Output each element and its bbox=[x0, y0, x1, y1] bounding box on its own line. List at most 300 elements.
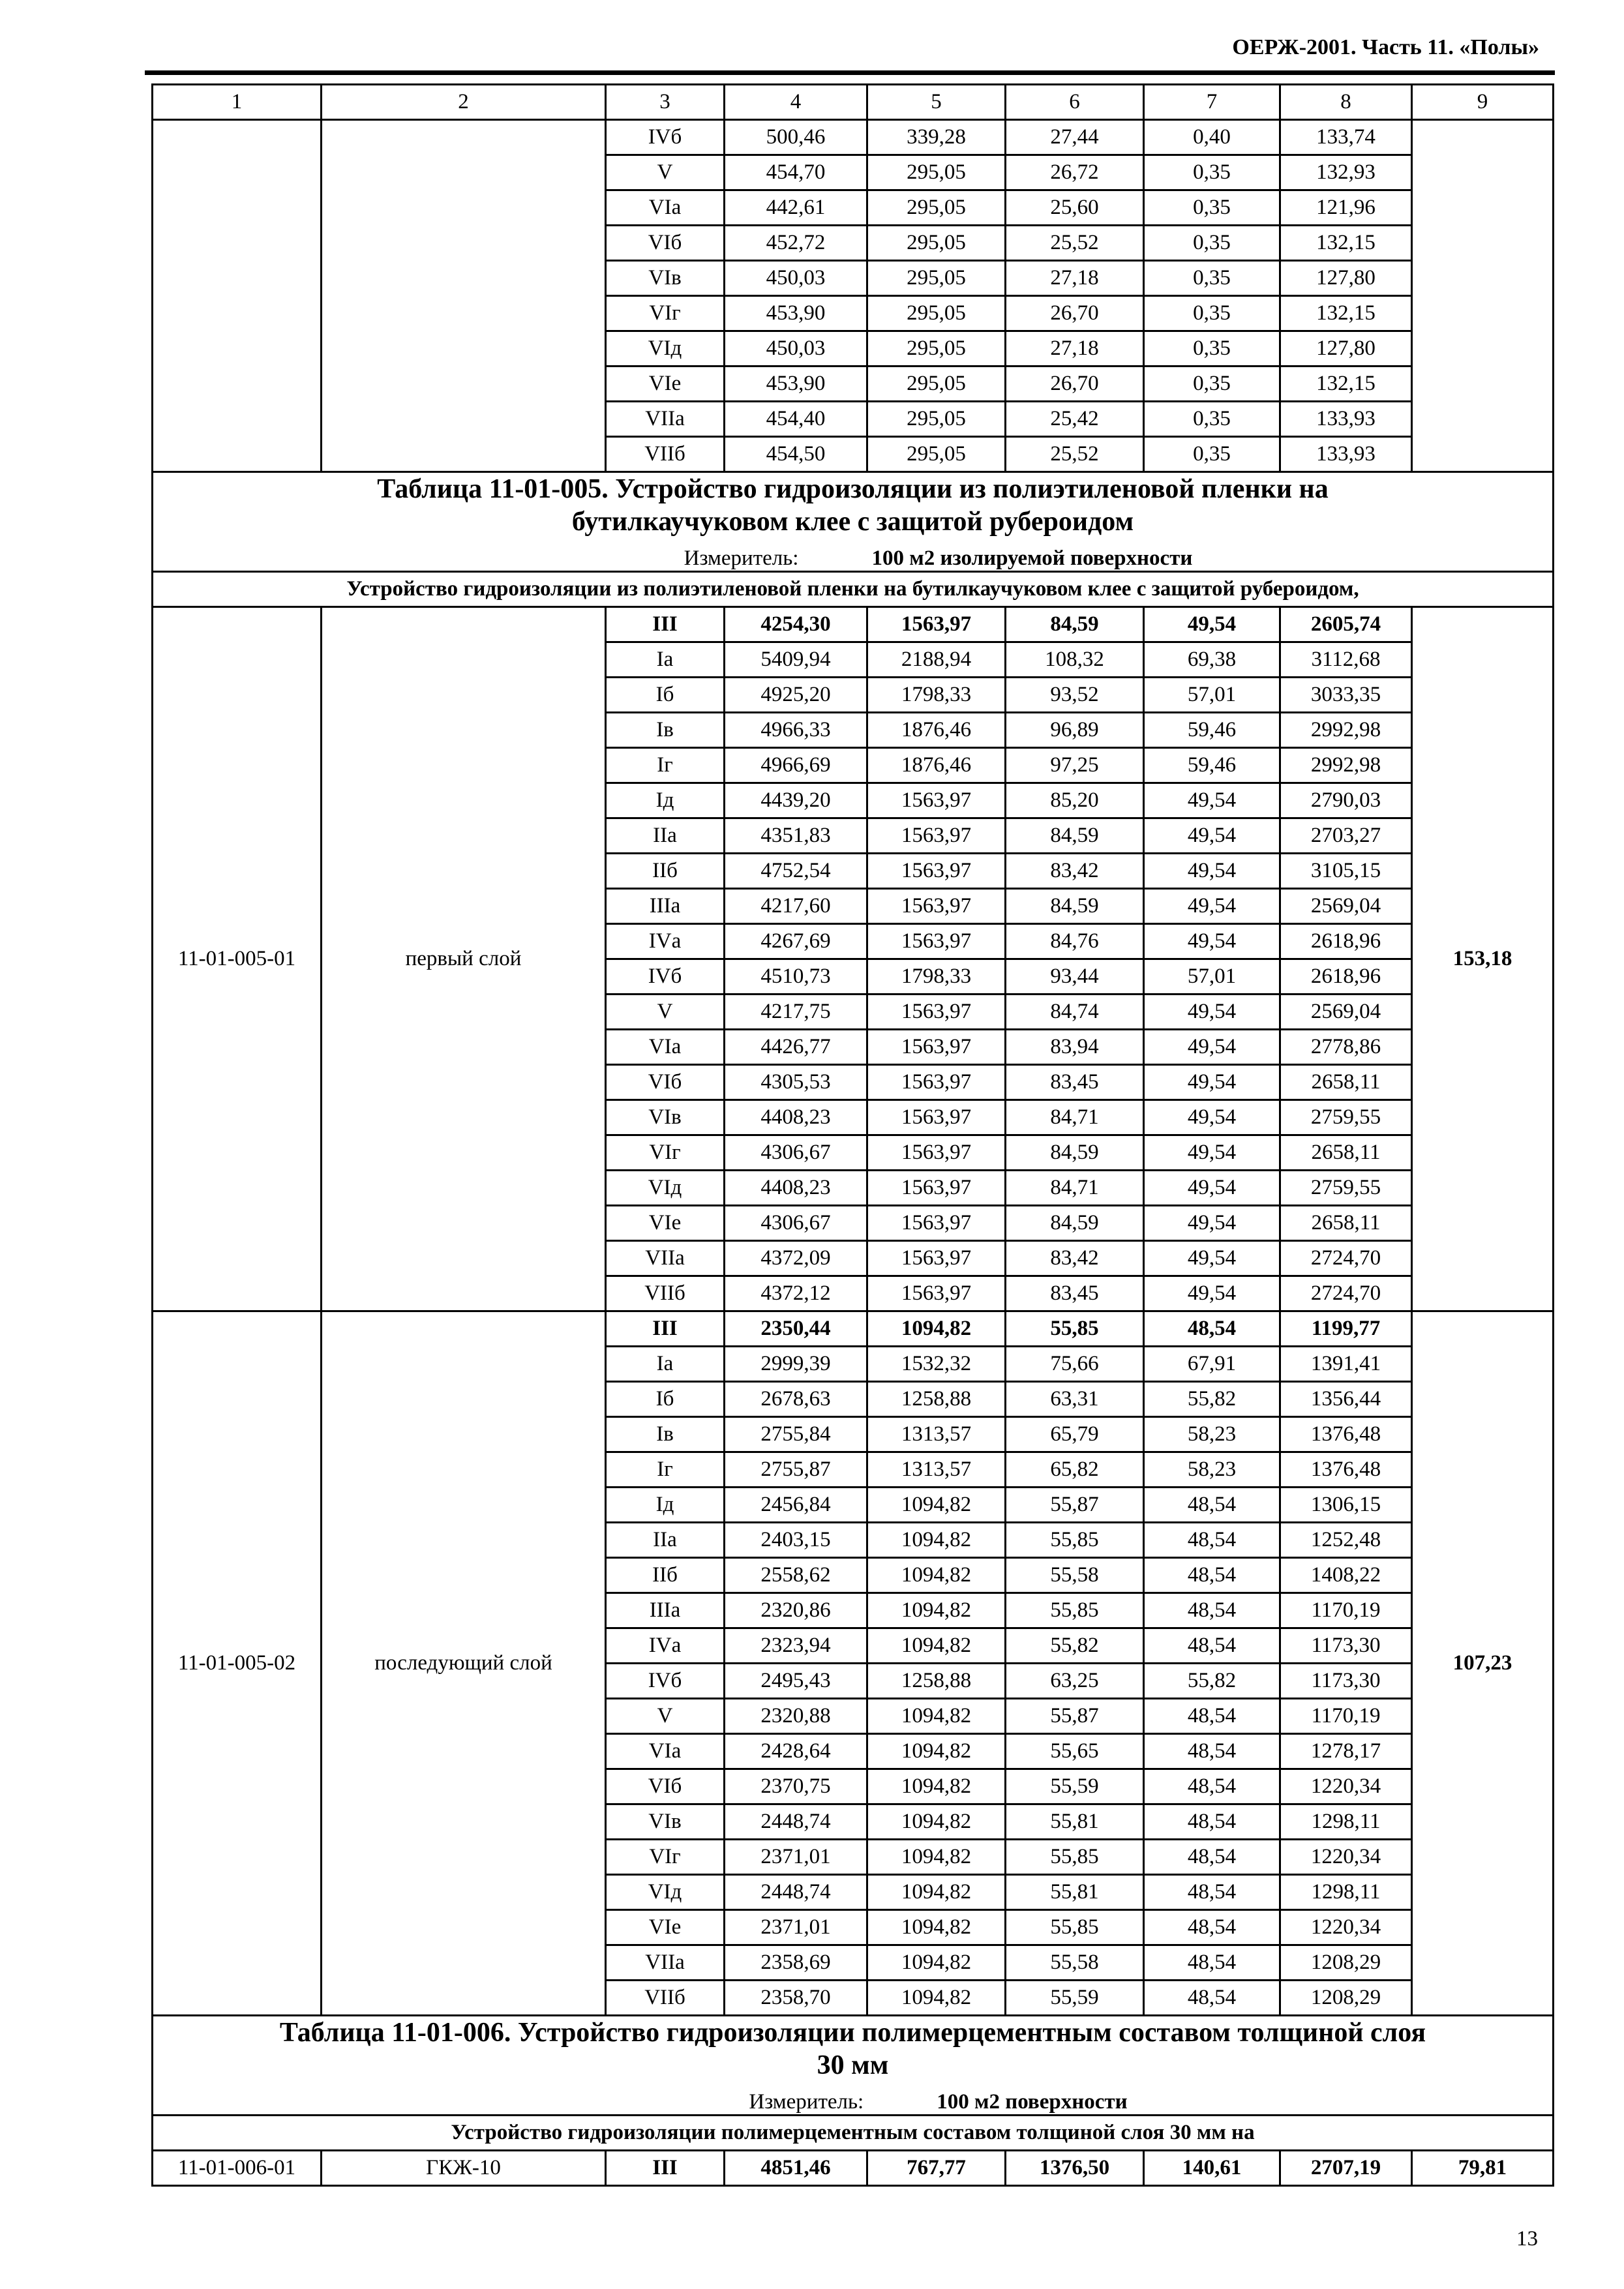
value-cell: 5409,94 bbox=[725, 642, 867, 677]
value-cell: 2618,96 bbox=[1280, 959, 1412, 994]
value-cell: 49,54 bbox=[1144, 1135, 1280, 1170]
value-cell: 108,32 bbox=[1006, 642, 1144, 677]
zone-cell: IIа bbox=[606, 818, 725, 853]
value-cell: 4306,67 bbox=[725, 1135, 867, 1170]
value-cell: 55,81 bbox=[1006, 1804, 1144, 1839]
zone-cell: IIб bbox=[606, 853, 725, 888]
value-cell: 2350,44 bbox=[725, 1311, 867, 1346]
column-header-cell: 5 bbox=[867, 85, 1006, 120]
zone-cell: IIIа bbox=[606, 888, 725, 923]
value-cell: 84,59 bbox=[1006, 888, 1144, 923]
value-cell: 450,03 bbox=[725, 261, 867, 296]
value-cell: 2448,74 bbox=[725, 1874, 867, 1909]
value-cell: 1094,82 bbox=[867, 1980, 1006, 2015]
value-cell: 84,71 bbox=[1006, 1100, 1144, 1135]
value-cell: 1563,97 bbox=[867, 1205, 1006, 1240]
zone-cell: VIд bbox=[606, 1170, 725, 1205]
value-cell: 2678,63 bbox=[725, 1381, 867, 1416]
value-cell: 55,58 bbox=[1006, 1557, 1144, 1593]
value-cell: 83,45 bbox=[1006, 1064, 1144, 1100]
column-header-cell: 4 bbox=[725, 85, 867, 120]
zone-cell: III bbox=[606, 606, 725, 642]
measure-line bbox=[157, 546, 1548, 571]
value-cell: 2999,39 bbox=[725, 1346, 867, 1381]
norm-code-cell: 11-01-006-01 bbox=[153, 2150, 322, 2185]
value-cell: 49,54 bbox=[1144, 1100, 1280, 1135]
zone-cell: VIIб bbox=[606, 1980, 725, 2015]
zone-cell: Iг bbox=[606, 747, 725, 783]
section-title bbox=[157, 473, 1548, 539]
value-cell: 1094,82 bbox=[867, 1557, 1006, 1593]
zone-cell: IVб bbox=[606, 120, 725, 155]
column-header-row bbox=[153, 85, 1554, 120]
value-cell: 1199,77 bbox=[1280, 1311, 1412, 1346]
value-cell: 295,05 bbox=[867, 331, 1006, 367]
value-cell: 132,15 bbox=[1280, 296, 1412, 331]
norm-name-cell: ГКЖ-10 bbox=[322, 2150, 606, 2185]
section-title-row bbox=[153, 472, 1554, 572]
value-cell: 1094,82 bbox=[867, 1698, 1006, 1733]
section-title-line: бутилкаучуковом клее с защитой рубероидом bbox=[571, 507, 1134, 537]
value-cell: 2790,03 bbox=[1280, 783, 1412, 818]
value-cell: 48,54 bbox=[1144, 1874, 1280, 1909]
value-cell: 48,54 bbox=[1144, 1980, 1280, 2015]
value-cell: 25,42 bbox=[1006, 402, 1144, 437]
value-cell: 1094,82 bbox=[867, 1945, 1006, 1980]
value-cell: 2371,01 bbox=[725, 1839, 867, 1874]
zone-cell: Iв bbox=[606, 1416, 725, 1452]
value-cell: 26,70 bbox=[1006, 367, 1144, 402]
value-cell: 1563,97 bbox=[867, 1064, 1006, 1100]
value-cell: 1313,57 bbox=[867, 1452, 1006, 1487]
value-cell: 2456,84 bbox=[725, 1487, 867, 1522]
zone-cell: Iб bbox=[606, 677, 725, 712]
value-cell: 0,40 bbox=[1144, 120, 1280, 155]
zone-cell: VIе bbox=[606, 1205, 725, 1240]
zone-cell: VIв bbox=[606, 1804, 725, 1839]
value-cell: 25,52 bbox=[1006, 437, 1144, 472]
value-cell: 63,31 bbox=[1006, 1381, 1144, 1416]
value-cell: 48,54 bbox=[1144, 1769, 1280, 1804]
value-cell: 93,44 bbox=[1006, 959, 1144, 994]
value-cell: 3105,15 bbox=[1280, 853, 1412, 888]
value-cell: 2658,11 bbox=[1280, 1064, 1412, 1100]
value-cell: 1563,97 bbox=[867, 818, 1006, 853]
value-cell: 57,01 bbox=[1144, 677, 1280, 712]
value-cell: 27,18 bbox=[1006, 331, 1144, 367]
value-cell: 0,35 bbox=[1144, 226, 1280, 261]
value-cell: 49,54 bbox=[1144, 1064, 1280, 1100]
section-title-cell bbox=[153, 472, 1554, 572]
value-cell: 84,59 bbox=[1006, 818, 1144, 853]
value-cell: 133,93 bbox=[1280, 402, 1412, 437]
column-header-cell: 6 bbox=[1006, 85, 1144, 120]
value-cell: 49,54 bbox=[1144, 606, 1280, 642]
value-cell: 4510,73 bbox=[725, 959, 867, 994]
value-cell: 1563,97 bbox=[867, 783, 1006, 818]
zone-cell: VIе bbox=[606, 367, 725, 402]
section-subtitle-row bbox=[153, 2115, 1554, 2150]
value-cell: 2992,98 bbox=[1280, 747, 1412, 783]
value-cell: 49,54 bbox=[1144, 1240, 1280, 1276]
value-cell: 2320,86 bbox=[725, 1593, 867, 1628]
value-cell: 295,05 bbox=[867, 261, 1006, 296]
value-cell: 1094,82 bbox=[867, 1733, 1006, 1769]
zone-cell: VIIб bbox=[606, 437, 725, 472]
zone-cell: III bbox=[606, 2150, 725, 2185]
value-cell: 4408,23 bbox=[725, 1170, 867, 1205]
value-cell: 69,38 bbox=[1144, 642, 1280, 677]
value-cell: 4752,54 bbox=[725, 853, 867, 888]
value-cell: 2605,74 bbox=[1280, 606, 1412, 642]
value-cell: 1094,82 bbox=[867, 1593, 1006, 1628]
zone-cell: Iд bbox=[606, 1487, 725, 1522]
value-cell: 48,54 bbox=[1144, 1804, 1280, 1839]
value-cell: 133,93 bbox=[1280, 437, 1412, 472]
value-cell: 454,70 bbox=[725, 155, 867, 190]
value-cell: 4426,77 bbox=[725, 1029, 867, 1064]
section-title-row bbox=[153, 2015, 1554, 2115]
value-cell: 49,54 bbox=[1144, 1029, 1280, 1064]
value-cell: 1876,46 bbox=[867, 747, 1006, 783]
value-cell: 0,35 bbox=[1144, 296, 1280, 331]
value-cell: 1094,82 bbox=[867, 1769, 1006, 1804]
value-cell: 2428,64 bbox=[725, 1733, 867, 1769]
value-cell: 295,05 bbox=[867, 226, 1006, 261]
zone-cell: IVб bbox=[606, 959, 725, 994]
norm-code-cell bbox=[153, 120, 322, 472]
section-subtitle-cell: Устройство гидроизоляции полимерцементным составом толщиной слоя 30 мм на bbox=[153, 2115, 1554, 2150]
value-cell: 3112,68 bbox=[1280, 642, 1412, 677]
value-cell: 48,54 bbox=[1144, 1487, 1280, 1522]
value-cell: 1563,97 bbox=[867, 606, 1006, 642]
value-cell: 295,05 bbox=[867, 367, 1006, 402]
value-cell: 1094,82 bbox=[867, 1909, 1006, 1945]
zone-cell: VIг bbox=[606, 1135, 725, 1170]
value-cell: 93,52 bbox=[1006, 677, 1144, 712]
value-cell: 83,45 bbox=[1006, 1276, 1144, 1311]
value-cell: 1798,33 bbox=[867, 677, 1006, 712]
value-cell: 55,58 bbox=[1006, 1945, 1144, 1980]
value-cell: 295,05 bbox=[867, 155, 1006, 190]
zone-cell: VIIа bbox=[606, 402, 725, 437]
value-cell: 1313,57 bbox=[867, 1416, 1006, 1452]
measure-label: Измеритель: bbox=[684, 546, 799, 570]
value-cell: 1563,97 bbox=[867, 1029, 1006, 1064]
value-cell: 1170,19 bbox=[1280, 1698, 1412, 1733]
value-cell: 295,05 bbox=[867, 296, 1006, 331]
section-title-line: Таблица 11-01-006. Устройство гидроизоляции полимерцементным составом толщиной слоя bbox=[279, 2017, 1426, 2048]
value-cell: 1563,97 bbox=[867, 888, 1006, 923]
zone-cell: V bbox=[606, 994, 725, 1029]
zone-cell: IIб bbox=[606, 1557, 725, 1593]
value-cell: 4305,53 bbox=[725, 1064, 867, 1100]
zone-cell: IVб bbox=[606, 1663, 725, 1698]
value-cell: 48,54 bbox=[1144, 1733, 1280, 1769]
header-rule bbox=[145, 70, 1555, 75]
zone-cell: VIд bbox=[606, 331, 725, 367]
zone-cell: VIIб bbox=[606, 1276, 725, 1311]
measure-value: 100 м2 поверхности bbox=[937, 2089, 1128, 2114]
zone-cell: Iв bbox=[606, 712, 725, 747]
value-cell: 49,54 bbox=[1144, 818, 1280, 853]
value-cell: 4217,60 bbox=[725, 888, 867, 923]
value-cell: 4966,33 bbox=[725, 712, 867, 747]
table-row bbox=[153, 1311, 1554, 1346]
value-cell: 2558,62 bbox=[725, 1557, 867, 1593]
value-cell: 55,59 bbox=[1006, 1980, 1144, 2015]
value-cell: 26,70 bbox=[1006, 296, 1144, 331]
zone-cell: VIг bbox=[606, 1839, 725, 1874]
zone-cell: VIе bbox=[606, 1909, 725, 1945]
value-cell: 2323,94 bbox=[725, 1628, 867, 1663]
value-cell: 1220,34 bbox=[1280, 1909, 1412, 1945]
value-cell: 65,79 bbox=[1006, 1416, 1144, 1452]
value-cell: 2495,43 bbox=[725, 1663, 867, 1698]
norm-name-cell bbox=[322, 120, 606, 472]
section-subtitle-row bbox=[153, 571, 1554, 606]
value-cell: 2658,11 bbox=[1280, 1135, 1412, 1170]
zone-cell: VIа bbox=[606, 190, 725, 226]
value-cell: 83,42 bbox=[1006, 853, 1144, 888]
value-cell: 1563,97 bbox=[867, 994, 1006, 1029]
value-cell: 48,54 bbox=[1144, 1839, 1280, 1874]
zone-cell: III bbox=[606, 1311, 725, 1346]
value-cell: 48,54 bbox=[1144, 1557, 1280, 1593]
value-cell: 1258,88 bbox=[867, 1381, 1006, 1416]
zone-cell: Iб bbox=[606, 1381, 725, 1416]
value-cell: 767,77 bbox=[867, 2150, 1006, 2185]
zone-cell: VIв bbox=[606, 261, 725, 296]
value-cell: 4372,09 bbox=[725, 1240, 867, 1276]
value-cell: 0,35 bbox=[1144, 437, 1280, 472]
value-cell: 27,44 bbox=[1006, 120, 1144, 155]
value-cell: 25,52 bbox=[1006, 226, 1144, 261]
value-cell: 454,40 bbox=[725, 402, 867, 437]
value-cell: 55,85 bbox=[1006, 1909, 1144, 1945]
value-cell: 0,35 bbox=[1144, 261, 1280, 296]
value-cell: 1220,34 bbox=[1280, 1839, 1412, 1874]
value-cell: 2569,04 bbox=[1280, 994, 1412, 1029]
value-cell: 59,46 bbox=[1144, 747, 1280, 783]
value-cell: 295,05 bbox=[867, 437, 1006, 472]
value-cell: 49,54 bbox=[1144, 923, 1280, 959]
value-cell: 1798,33 bbox=[867, 959, 1006, 994]
value-cell: 1408,22 bbox=[1280, 1557, 1412, 1593]
value-cell: 1306,15 bbox=[1280, 1487, 1412, 1522]
value-cell: 453,90 bbox=[725, 367, 867, 402]
norm-code-cell: 11-01-005-02 bbox=[153, 1311, 322, 2015]
value-cell: 1356,44 bbox=[1280, 1381, 1412, 1416]
value-cell: 2448,74 bbox=[725, 1804, 867, 1839]
value-cell: 2658,11 bbox=[1280, 1205, 1412, 1240]
value-cell: 84,59 bbox=[1006, 1205, 1144, 1240]
norm-name-cell: первый слой bbox=[322, 606, 606, 1311]
value-cell: 0,35 bbox=[1144, 331, 1280, 367]
value-cell: 57,01 bbox=[1144, 959, 1280, 994]
value-cell: 55,81 bbox=[1006, 1874, 1144, 1909]
value-cell: 1532,32 bbox=[867, 1346, 1006, 1381]
value-cell: 295,05 bbox=[867, 190, 1006, 226]
value-cell: 4217,75 bbox=[725, 994, 867, 1029]
page-number: 13 bbox=[1516, 2227, 1538, 2251]
value-cell: 96,89 bbox=[1006, 712, 1144, 747]
section-title-cell bbox=[153, 2015, 1554, 2115]
value-cell: 4372,12 bbox=[725, 1276, 867, 1311]
value-cell: 1173,30 bbox=[1280, 1663, 1412, 1698]
value-cell: 2724,70 bbox=[1280, 1240, 1412, 1276]
value-cell: 2358,70 bbox=[725, 1980, 867, 2015]
zone-cell: IIIа bbox=[606, 1593, 725, 1628]
value-cell: 84,59 bbox=[1006, 1135, 1144, 1170]
value-cell: 1563,97 bbox=[867, 1276, 1006, 1311]
value-cell: 27,18 bbox=[1006, 261, 1144, 296]
value-cell: 58,23 bbox=[1144, 1452, 1280, 1487]
zone-cell: VIд bbox=[606, 1874, 725, 1909]
column-header-cell: 1 bbox=[153, 85, 322, 120]
value-cell: 55,82 bbox=[1144, 1381, 1280, 1416]
value-cell: 55,87 bbox=[1006, 1487, 1144, 1522]
value-cell: 295,05 bbox=[867, 402, 1006, 437]
table-row bbox=[153, 606, 1554, 642]
value-cell: 49,54 bbox=[1144, 783, 1280, 818]
section-title bbox=[157, 2016, 1548, 2082]
zone-cell: Iа bbox=[606, 642, 725, 677]
value-cell: 140,61 bbox=[1144, 2150, 1280, 2185]
value-cell: 1391,41 bbox=[1280, 1346, 1412, 1381]
value-cell: 2618,96 bbox=[1280, 923, 1412, 959]
value-cell: 0,35 bbox=[1144, 402, 1280, 437]
zone-cell: VIг bbox=[606, 296, 725, 331]
value-cell: 450,03 bbox=[725, 331, 867, 367]
col9-cell bbox=[1412, 120, 1554, 472]
section-title-line: 30 мм bbox=[817, 2050, 889, 2081]
value-cell: 1173,30 bbox=[1280, 1628, 1412, 1663]
zone-cell: VIб bbox=[606, 226, 725, 261]
value-cell: 1252,48 bbox=[1280, 1522, 1412, 1557]
value-cell: 454,50 bbox=[725, 437, 867, 472]
value-cell: 339,28 bbox=[867, 120, 1006, 155]
value-cell: 1094,82 bbox=[867, 1628, 1006, 1663]
value-cell: 1258,88 bbox=[867, 1663, 1006, 1698]
column-header-cell: 8 bbox=[1280, 85, 1412, 120]
value-cell: 1563,97 bbox=[867, 1100, 1006, 1135]
value-cell: 55,59 bbox=[1006, 1769, 1144, 1804]
value-cell: 4306,67 bbox=[725, 1205, 867, 1240]
value-cell: 1094,82 bbox=[867, 1839, 1006, 1874]
value-cell: 1298,11 bbox=[1280, 1804, 1412, 1839]
value-cell: 83,42 bbox=[1006, 1240, 1144, 1276]
value-cell: 1563,97 bbox=[867, 1135, 1006, 1170]
value-cell: 4851,46 bbox=[725, 2150, 867, 2185]
value-cell: 1876,46 bbox=[867, 712, 1006, 747]
value-cell: 2703,27 bbox=[1280, 818, 1412, 853]
value-cell: 500,46 bbox=[725, 120, 867, 155]
value-cell: 55,85 bbox=[1006, 1839, 1144, 1874]
value-cell: 26,72 bbox=[1006, 155, 1144, 190]
value-cell: 55,85 bbox=[1006, 1593, 1144, 1628]
value-cell: 132,93 bbox=[1280, 155, 1412, 190]
table-row bbox=[153, 2150, 1554, 2185]
norm-code-cell: 11-01-005-01 bbox=[153, 606, 322, 1311]
value-cell: 2707,19 bbox=[1280, 2150, 1412, 2185]
zone-cell: Iа bbox=[606, 1346, 725, 1381]
value-cell: 67,91 bbox=[1144, 1346, 1280, 1381]
column-header-cell: 2 bbox=[322, 85, 606, 120]
value-cell: 1094,82 bbox=[867, 1522, 1006, 1557]
value-cell: 49,54 bbox=[1144, 1205, 1280, 1240]
value-cell: 48,54 bbox=[1144, 1698, 1280, 1733]
value-cell: 1376,48 bbox=[1280, 1416, 1412, 1452]
value-cell: 1563,97 bbox=[867, 853, 1006, 888]
value-cell: 2778,86 bbox=[1280, 1029, 1412, 1064]
value-cell: 127,80 bbox=[1280, 261, 1412, 296]
zone-cell: VIIа bbox=[606, 1945, 725, 1980]
value-cell: 4351,83 bbox=[725, 818, 867, 853]
section-title-line: Таблица 11-01-005. Устройство гидроизоляции из полиэтиленовой пленки на bbox=[377, 474, 1329, 504]
value-cell: 121,96 bbox=[1280, 190, 1412, 226]
value-cell: 48,54 bbox=[1144, 1909, 1280, 1945]
value-cell: 1376,48 bbox=[1280, 1452, 1412, 1487]
zone-cell: IVа bbox=[606, 923, 725, 959]
value-cell: 4408,23 bbox=[725, 1100, 867, 1135]
table-row bbox=[153, 120, 1554, 155]
value-cell: 442,61 bbox=[725, 190, 867, 226]
zone-cell: V bbox=[606, 155, 725, 190]
col9-cell: 79,81 bbox=[1412, 2150, 1554, 2185]
value-cell: 48,54 bbox=[1144, 1593, 1280, 1628]
value-cell: 2188,94 bbox=[867, 642, 1006, 677]
value-cell: 49,54 bbox=[1144, 853, 1280, 888]
zone-cell: VIа bbox=[606, 1029, 725, 1064]
value-cell: 1278,17 bbox=[1280, 1733, 1412, 1769]
measure-value: 100 м2 изолируемой поверхности bbox=[871, 546, 1193, 570]
value-cell: 55,82 bbox=[1006, 1628, 1144, 1663]
value-cell: 48,54 bbox=[1144, 1628, 1280, 1663]
column-header-cell: 3 bbox=[606, 85, 725, 120]
norm-name-cell: последующий слой bbox=[322, 1311, 606, 2015]
zone-cell: VIа bbox=[606, 1733, 725, 1769]
value-cell: 452,72 bbox=[725, 226, 867, 261]
col9-cell: 107,23 bbox=[1412, 1311, 1554, 2015]
value-cell: 133,74 bbox=[1280, 120, 1412, 155]
value-cell: 49,54 bbox=[1144, 1276, 1280, 1311]
value-cell: 2759,55 bbox=[1280, 1100, 1412, 1135]
value-cell: 3033,35 bbox=[1280, 677, 1412, 712]
value-cell: 453,90 bbox=[725, 296, 867, 331]
column-header-cell: 7 bbox=[1144, 85, 1280, 120]
value-cell: 4439,20 bbox=[725, 783, 867, 818]
value-cell: 55,65 bbox=[1006, 1733, 1144, 1769]
value-cell: 2755,84 bbox=[725, 1416, 867, 1452]
value-cell: 132,15 bbox=[1280, 226, 1412, 261]
value-cell: 4925,20 bbox=[725, 677, 867, 712]
value-cell: 55,82 bbox=[1144, 1663, 1280, 1698]
value-cell: 2371,01 bbox=[725, 1909, 867, 1945]
value-cell: 1208,29 bbox=[1280, 1945, 1412, 1980]
value-cell: 55,85 bbox=[1006, 1311, 1144, 1346]
value-cell: 1094,82 bbox=[867, 1311, 1006, 1346]
value-cell: 55,87 bbox=[1006, 1698, 1144, 1733]
value-cell: 25,60 bbox=[1006, 190, 1144, 226]
value-cell: 4254,30 bbox=[725, 606, 867, 642]
value-cell: 2370,75 bbox=[725, 1769, 867, 1804]
value-cell: 1376,50 bbox=[1006, 2150, 1144, 2185]
value-cell: 48,54 bbox=[1144, 1522, 1280, 1557]
col9-cell: 153,18 bbox=[1412, 606, 1554, 1311]
document-header: ОЕРЖ-2001. Часть 11. «Полы» bbox=[1232, 35, 1539, 59]
value-cell: 58,23 bbox=[1144, 1416, 1280, 1452]
